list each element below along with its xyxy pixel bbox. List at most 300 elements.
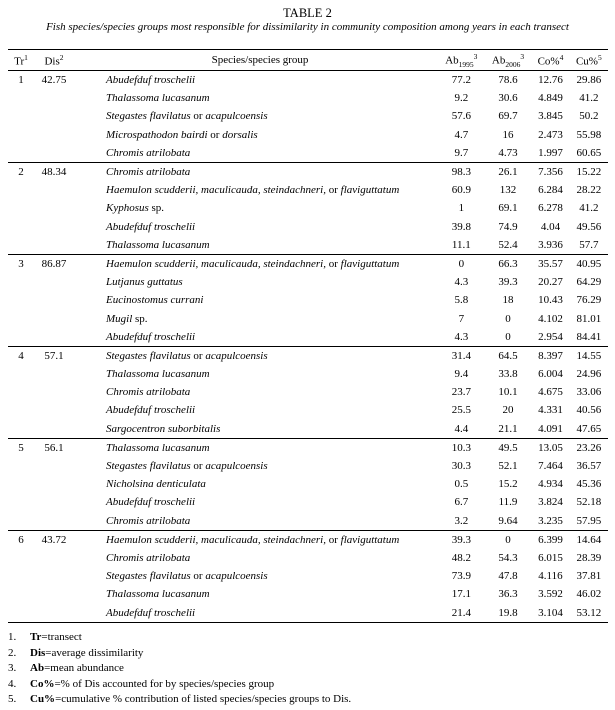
header-ab1995: $Ab_{1995}^3$	[438, 50, 485, 71]
transect-cell	[8, 218, 34, 236]
footnote-term: Ab	[30, 662, 45, 674]
ab2006-cell: 20	[502, 404, 514, 417]
footnote-number: 1.	[8, 631, 17, 643]
dissimilarity-cell	[34, 291, 74, 309]
co-cell: 2.473	[538, 128, 563, 141]
ab2006-cell: 0	[505, 330, 511, 343]
table-row	[8, 438, 608, 457]
species-name-part: flaviguttatum	[340, 184, 400, 197]
dissimilarity-cell	[34, 328, 74, 347]
ab2006-cell: 39.3	[498, 276, 518, 289]
co-cell: 10.43	[538, 294, 563, 307]
ab1995-cell: 1	[458, 202, 465, 215]
cu-cell: 55.98	[576, 128, 602, 141]
table-row	[8, 291, 608, 309]
ab1995-cell: 48.2	[451, 551, 471, 564]
table-row	[8, 512, 608, 531]
ab2006-cell: 74.9	[498, 220, 518, 233]
co-cell: 4.675	[538, 386, 563, 399]
ab1995-cell: 39.8	[451, 220, 471, 233]
transect-cell	[8, 126, 34, 144]
species-cell	[74, 107, 438, 125]
species-cell	[74, 512, 438, 531]
cu-cell: 40.95	[570, 254, 608, 273]
ab2006-cell: 16	[502, 128, 514, 141]
dissimilarity-cell: 48.34	[34, 162, 74, 181]
species-cell	[74, 585, 438, 603]
transect-cell: 5	[8, 438, 34, 457]
co-cell: 7.464	[538, 460, 563, 473]
species-name-part: sp.	[132, 312, 148, 325]
table-row	[8, 162, 608, 181]
table-row	[8, 309, 608, 327]
species-cell	[74, 401, 438, 419]
ab2006-cell: 19.8	[485, 603, 532, 622]
transect-cell	[8, 603, 34, 622]
ab1995-cell: 30.3	[451, 460, 471, 473]
footnote-text: =mean abundance	[44, 662, 124, 674]
transect-cell	[8, 273, 34, 291]
table-row	[8, 181, 608, 199]
header-dis: Dis$^2$	[34, 50, 74, 71]
dissimilarity-cell	[34, 107, 74, 125]
species-cell	[74, 567, 438, 585]
transect-cell	[8, 475, 34, 493]
footnote-term: Co%	[30, 677, 55, 690]
co-cell: 8.397	[531, 346, 569, 365]
dissimilarity-cell	[34, 89, 74, 107]
species-cell	[74, 144, 438, 163]
transect-cell: 1	[8, 71, 34, 90]
species-name-part: Thalassoma lucasanum	[106, 92, 210, 105]
cu-cell: 81.01	[576, 312, 602, 325]
co-cell: 35.57	[531, 254, 569, 273]
transect-cell: 6	[8, 530, 34, 549]
species-cell	[74, 438, 438, 457]
species-name-part: Chromis atrilobata	[106, 146, 191, 159]
species-name-part: Thalassoma lucasanum	[106, 238, 210, 251]
co-cell: 20.27	[538, 276, 563, 289]
dissimilarity-cell	[34, 549, 74, 567]
table-row	[8, 144, 608, 163]
table-header-row	[8, 50, 608, 71]
table-row	[8, 585, 608, 603]
ab1995-cell: 9.7	[454, 146, 469, 159]
header-co: Co%$^4$	[531, 50, 569, 71]
dissimilarity-cell: 43.72	[34, 530, 74, 549]
species-cell	[74, 530, 438, 549]
cu-cell: 41.2	[579, 92, 599, 105]
species-name-part: Eucinostomus currani	[106, 294, 204, 307]
table-row	[8, 530, 608, 549]
species-name-part: Chromis atrilobata	[106, 166, 191, 179]
transect-cell: 3	[8, 254, 34, 273]
species-name-part: or	[190, 110, 206, 123]
species-name-part: flaviguttatum	[340, 257, 400, 270]
species-cell	[74, 89, 438, 107]
cu-cell: 36.57	[576, 460, 602, 473]
cu-cell: 60.65	[576, 146, 602, 159]
cu-cell: 28.22	[576, 184, 602, 197]
species-name-part: Thalassoma lucasanum	[106, 441, 210, 454]
co-cell: 3.104	[531, 603, 569, 622]
ab2006-cell: 69.7	[498, 110, 518, 123]
table-title: TABLE 2	[283, 6, 332, 20]
species-name-part: Abudefduf troschelii	[106, 330, 196, 343]
table-row	[8, 603, 608, 622]
dissimilarity-cell	[34, 420, 74, 439]
header-ab2006: $Ab_{2006}^3$	[485, 50, 532, 71]
co-cell: 3.592	[538, 588, 563, 601]
species-name-part: Stegastes flavilatus	[106, 570, 191, 583]
ab2006-cell: 11.9	[498, 496, 518, 509]
table-row	[8, 567, 608, 585]
species-name-part: acapulcoensis	[205, 110, 268, 123]
transect-cell	[8, 493, 34, 511]
co-cell: 2.954	[538, 330, 563, 343]
species-cell	[74, 346, 438, 365]
ab2006-cell: 78.6	[485, 71, 532, 90]
table-row	[8, 236, 608, 255]
co-cell: 4.934	[538, 478, 563, 491]
ab1995-cell: 9.4	[454, 368, 469, 381]
species-name-part: dorsalis	[222, 128, 258, 141]
cu-cell: 40.56	[576, 404, 602, 417]
species-cell	[74, 126, 438, 144]
species-name-part: Abudefduf troschelii	[106, 220, 196, 233]
species-cell	[74, 236, 438, 255]
species-name-part: Thalassoma lucasanum	[106, 368, 210, 381]
species-name-part: Chromis atrilobata	[106, 386, 191, 399]
cu-cell: 57.7	[579, 238, 599, 251]
dissimilarity-cell	[34, 199, 74, 217]
footnote-text: =% of Dis accounted for by species/species group	[54, 677, 275, 690]
ab2006-cell: 132	[499, 184, 517, 197]
ab1995-cell: 0.5	[454, 478, 469, 491]
species-name-part: Stegastes flavilatus	[106, 110, 191, 123]
footnote-term: Cu%	[30, 693, 56, 705]
co-cell: 3.936	[538, 238, 563, 251]
dissimilarity-table	[8, 49, 608, 623]
dissimilarity-cell	[34, 383, 74, 401]
transect-cell	[8, 181, 34, 199]
cu-cell: 15.22	[570, 162, 608, 181]
dissimilarity-cell: 42.75	[34, 71, 74, 90]
table-row	[8, 549, 608, 567]
ab2006-cell: 66.3	[485, 254, 532, 273]
species-name-part: Lutjanus guttatus	[106, 276, 183, 289]
ab1995-cell: 4.3	[454, 276, 469, 289]
species-cell	[74, 603, 438, 622]
species-name-part: or	[190, 460, 206, 473]
co-cell: 4.102	[538, 312, 563, 325]
cu-cell: 50.2	[579, 110, 599, 123]
table-row	[8, 493, 608, 511]
table-body	[8, 71, 608, 623]
co-cell: 6.284	[538, 184, 563, 197]
cu-cell: 46.02	[576, 588, 602, 601]
species-name-part: or	[207, 128, 223, 141]
ab1995-cell: 60.9	[451, 184, 471, 197]
dissimilarity-cell	[34, 401, 74, 419]
species-name-part: Abudefduf troschelii	[106, 496, 196, 509]
species-name-part: Abudefduf troschelii	[106, 404, 196, 417]
footnotes	[8, 631, 351, 709]
transect-cell	[8, 567, 34, 585]
ab2006-cell: 36.3	[498, 588, 518, 601]
dissimilarity-cell	[34, 475, 74, 493]
cu-cell: 84.41	[576, 330, 602, 343]
header-species: Species/species group	[74, 50, 438, 71]
ab1995-cell: 57.6	[451, 110, 471, 123]
species-name-part: Abudefduf troschelii	[106, 606, 196, 619]
cu-cell: 49.56	[576, 220, 602, 233]
cu-cell: 76.29	[576, 294, 602, 307]
cu-cell: 52.18	[576, 496, 602, 509]
species-name-part: Chromis atrilobata	[106, 514, 191, 527]
cu-cell: 28.39	[576, 551, 602, 564]
table-row	[8, 254, 608, 273]
species-cell	[74, 383, 438, 401]
dissimilarity-cell	[34, 218, 74, 236]
footnote-text: =cumulative % contribution of listed species/species groups to Dis.	[55, 693, 352, 705]
cu-cell: 14.64	[570, 530, 608, 549]
species-name-part: or	[325, 533, 341, 546]
cu-cell: 14.55	[570, 346, 608, 365]
footnote-item	[8, 662, 351, 678]
co-cell: 6.278	[538, 202, 563, 215]
species-cell	[74, 328, 438, 347]
co-cell: 4.331	[538, 404, 563, 417]
co-cell: 6.399	[531, 530, 569, 549]
dissimilarity-cell	[34, 144, 74, 163]
transect-cell	[8, 383, 34, 401]
transect-cell	[8, 420, 34, 439]
cu-cell: 37.81	[576, 570, 602, 583]
dissimilarity-cell	[34, 457, 74, 475]
species-name-part: Abudefduf troschelii	[106, 74, 196, 87]
species-name-part: Haemulon scudderii, maculicauda, steindachneri,	[106, 533, 326, 546]
table-row	[8, 346, 608, 365]
species-cell	[74, 254, 438, 273]
dissimilarity-cell	[34, 309, 74, 327]
dissimilarity-cell	[34, 567, 74, 585]
dissimilarity-cell	[34, 512, 74, 531]
ab1995-cell: 77.2	[438, 71, 485, 90]
species-name-part: acapulcoensis	[205, 460, 268, 473]
transect-cell	[8, 291, 34, 309]
transect-cell	[8, 236, 34, 255]
table-row	[8, 89, 608, 107]
ab1995-cell: 98.3	[438, 162, 485, 181]
ab1995-cell: 7	[458, 312, 465, 325]
ab1995-cell: 6.7	[454, 496, 469, 509]
ab1995-cell: 4.7	[454, 128, 469, 141]
footnote-item	[8, 647, 351, 663]
transect-cell	[8, 549, 34, 567]
ab2006-cell: 52.4	[498, 238, 518, 251]
co-cell: 6.004	[538, 368, 563, 381]
species-name-part: acapulcoensis	[205, 349, 268, 362]
species-cell	[74, 181, 438, 199]
ab1995-cell: 3.2	[454, 514, 469, 527]
ab1995-cell: 5.8	[454, 294, 469, 307]
species-cell	[74, 291, 438, 309]
co-cell: 7.356	[531, 162, 569, 181]
table-row	[8, 457, 608, 475]
transect-cell: 4	[8, 346, 34, 365]
species-name-part: or	[190, 349, 206, 362]
species-cell	[74, 218, 438, 236]
ab1995-cell: 31.4	[438, 346, 485, 365]
ab2006-cell: 0	[505, 312, 511, 325]
transect-cell	[8, 144, 34, 163]
transect-cell	[8, 199, 34, 217]
species-name-part: acapulcoensis	[205, 570, 268, 583]
ab2006-cell: 33.8	[498, 368, 518, 381]
dissimilarity-cell	[34, 603, 74, 622]
co-cell: 1.997	[538, 146, 563, 159]
ab2006-cell: 0	[485, 530, 532, 549]
co-cell: 6.015	[538, 551, 563, 564]
footnote-number: 3.	[8, 662, 17, 674]
ab2006-cell: 54.3	[498, 551, 518, 564]
species-cell	[74, 457, 438, 475]
co-cell: 3.824	[538, 496, 563, 509]
ab2006-cell: 64.5	[485, 346, 532, 365]
cu-cell: 24.96	[576, 368, 602, 381]
species-cell	[74, 420, 438, 439]
species-name-part: Nicholsina denticulata	[106, 478, 206, 491]
table-row	[8, 401, 608, 419]
table-caption: Fish species/species groups most responsible for dissimilarity in community composition among years in each transect	[46, 21, 569, 33]
species-name-part: Sargocentron suborbitalis	[106, 422, 221, 435]
dissimilarity-cell: 86.87	[34, 254, 74, 273]
footnote-term: Dis	[30, 646, 46, 659]
ab2006-cell: 47.8	[498, 570, 518, 583]
dissimilarity-cell: 56.1	[34, 438, 74, 457]
table-row	[8, 420, 608, 439]
ab1995-cell: 4.3	[454, 330, 469, 343]
species-cell	[74, 199, 438, 217]
species-cell	[74, 475, 438, 493]
co-cell: 3.845	[538, 110, 563, 123]
co-cell: 13.05	[531, 438, 569, 457]
ab2006-cell: 26.1	[485, 162, 532, 181]
transect-cell	[8, 107, 34, 125]
cu-cell: 23.26	[570, 438, 608, 457]
transect-cell	[8, 457, 34, 475]
header-tr: Tr$^1$	[8, 50, 34, 71]
co-cell: 12.76	[531, 71, 569, 90]
ab2006-cell: 21.1	[498, 422, 518, 435]
ab1995-cell: 21.4	[438, 603, 485, 622]
ab1995-cell: 11.1	[451, 238, 471, 251]
cu-cell: 41.2	[579, 202, 599, 215]
ab1995-cell: 17.1	[451, 588, 471, 601]
ab2006-cell: 4.73	[498, 146, 518, 159]
cu-cell: 45.36	[576, 478, 602, 491]
dissimilarity-cell	[34, 236, 74, 255]
footnote-text: =average dissimilarity	[45, 646, 144, 659]
cu-cell: 64.29	[576, 276, 602, 289]
ab2006-cell: 69.1	[498, 202, 518, 215]
species-name-part: Haemulon scudderii, maculicauda, steindachneri,	[106, 257, 326, 270]
co-cell: 3.235	[538, 514, 563, 527]
species-cell	[74, 365, 438, 383]
transect-cell	[8, 585, 34, 603]
species-name-part: sp.	[148, 202, 165, 215]
footnote-item	[8, 678, 351, 694]
transect-cell	[8, 401, 34, 419]
species-name-part: or	[190, 570, 206, 583]
species-name-part: Chromis atrilobata	[106, 551, 191, 564]
cu-cell: 29.86	[570, 71, 608, 90]
table-row	[8, 365, 608, 383]
cu-cell: 53.12	[570, 603, 608, 622]
ab2006-cell: 9.64	[498, 514, 518, 527]
ab1995-cell: 23.7	[451, 386, 471, 399]
dissimilarity-cell	[34, 126, 74, 144]
transect-cell	[8, 328, 34, 347]
table-row	[8, 218, 608, 236]
species-cell	[74, 493, 438, 511]
species-cell	[74, 309, 438, 327]
co-cell: 4.091	[538, 422, 563, 435]
footnote-text: =transect	[41, 631, 82, 643]
ab1995-cell: 25.5	[451, 404, 471, 417]
ab2006-cell: 18	[502, 294, 514, 307]
species-name-part: Thalassoma lucasanum	[106, 588, 210, 601]
dissimilarity-cell	[34, 493, 74, 511]
ab1995-cell: 0	[438, 254, 485, 273]
footnote-number: 2.	[8, 646, 17, 659]
dissimilarity-cell	[34, 181, 74, 199]
table-row	[8, 383, 608, 401]
species-cell	[74, 549, 438, 567]
footnote-term: Tr	[30, 631, 42, 643]
ab1995-cell: 73.9	[451, 570, 471, 583]
dissimilarity-cell	[34, 273, 74, 291]
species-name-part: Stegastes flavilatus	[106, 460, 191, 473]
table-row	[8, 126, 608, 144]
transect-cell: 2	[8, 162, 34, 181]
header-cu: Cu%$^5$	[570, 50, 608, 71]
table-row	[8, 273, 608, 291]
footnote-item	[8, 693, 351, 709]
dissimilarity-cell: 57.1	[34, 346, 74, 365]
co-cell: 4.116	[538, 570, 563, 583]
species-name-part: Microspathodon bairdi	[106, 128, 208, 141]
ab2006-cell: 10.1	[498, 386, 518, 399]
species-name-part: or	[325, 257, 341, 270]
transect-cell	[8, 365, 34, 383]
ab2006-cell: 30.6	[498, 92, 518, 105]
footnote-number: 4.	[8, 677, 17, 690]
ab1995-cell: 9.2	[454, 92, 469, 105]
cu-cell: 57.95	[576, 514, 602, 527]
transect-cell	[8, 89, 34, 107]
table-row	[8, 107, 608, 125]
transect-cell	[8, 309, 34, 327]
ab2006-cell: 15.2	[498, 478, 518, 491]
co-cell: 4.849	[538, 92, 563, 105]
species-name-part: flaviguttatum	[340, 533, 400, 546]
ab2006-cell: 52.1	[498, 460, 518, 473]
transect-cell	[8, 512, 34, 531]
species-name-part: Kyphosus	[106, 202, 149, 215]
species-cell	[74, 71, 438, 90]
